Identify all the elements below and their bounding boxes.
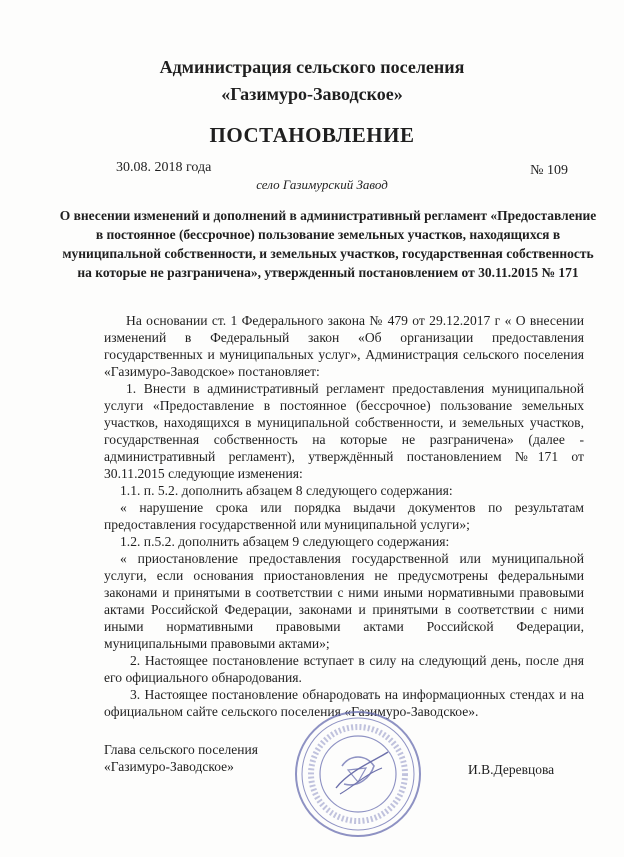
document-number: № 109 xyxy=(530,163,568,178)
quote-2: « приостановление предоставления государственной или муниципальной услуги, если основания приостановления не предусмотрены федеральными законами и принятыми в соответствии с ними иными нормативными правовыми актами Российской Федерации, законами и принятыми в соответствии с ними иными нормативными правовыми актами Российской Федерации, муниципальными правовыми актами»; xyxy=(104,551,584,651)
intro-paragraph: На основании ст. 1 Федерального закона № 479 от 29.12.2017 г « О внесении изменений в Федеральный закон «Об организации предоставления государственных и муниципальных услуг», Администрация сельского поселения «Газимуро-Заводское» постановляет: xyxy=(104,313,584,379)
document-title: ПОСТАНОВЛЕНИЕ xyxy=(209,123,415,147)
item-3: 3. Настоящее постановление обнародовать на информационных стендах и на официальном сайте сельского поселения «Газимуро-Заводское». xyxy=(104,687,584,719)
org-name-line2: «Газимуро-Заводское» xyxy=(221,84,403,104)
signatory-title-line2: «Газимуро-Заводское» xyxy=(104,759,234,774)
org-name-line1: Администрация сельского поселения xyxy=(159,57,465,77)
signatory-name: И.В.Деревцова xyxy=(468,762,555,777)
quote-1: « нарушение срока или порядка выдачи документов по результатам предоставления государственной или муниципальной услуги»; xyxy=(104,500,584,532)
item-1: 1. Внести в административный регламент предоставления муниципальной услуги «Предоставление в постоянное (бессрочное) пользование земельных участков, находящихся в муниципальной собственности, и земельных участков, государственная собственность на которые не разграничена» (далее - административный регламент), утверждённый постановлением №171 от 30.11.2015 следующие изменения: xyxy=(104,381,584,481)
document-date: 30.08. 2018 года xyxy=(116,160,212,175)
item-1-2: 1.2. п.5.2. дополнить абзацем 9 следующего содержания: xyxy=(120,534,450,549)
document-place: село Газимурский Завод xyxy=(256,177,388,192)
item-2: 2. Настоящее постановление вступает в силу на следующий день, после дня его официального обнародования. xyxy=(104,653,584,685)
official-seal-stamp xyxy=(292,708,424,840)
signatory-title xyxy=(104,741,258,775)
signatory-title-line1: Глава сельского поселения xyxy=(104,742,258,757)
item-1-1: 1.1. п. 5.2. дополнить абзацем 8 следующего содержания: xyxy=(120,483,453,498)
document-subject: О внесении изменений и дополнений в административный регламент «Предоставление в постоянное (бессрочное) пользование земельных участков, находящихся в муниципальной собственности, и земельных участков, государственная собственность на которые не разграничена», утвержденный постановлением от 30.11.2015 № 171 xyxy=(59,208,597,280)
organization-header xyxy=(0,54,624,108)
document-body xyxy=(104,312,584,720)
